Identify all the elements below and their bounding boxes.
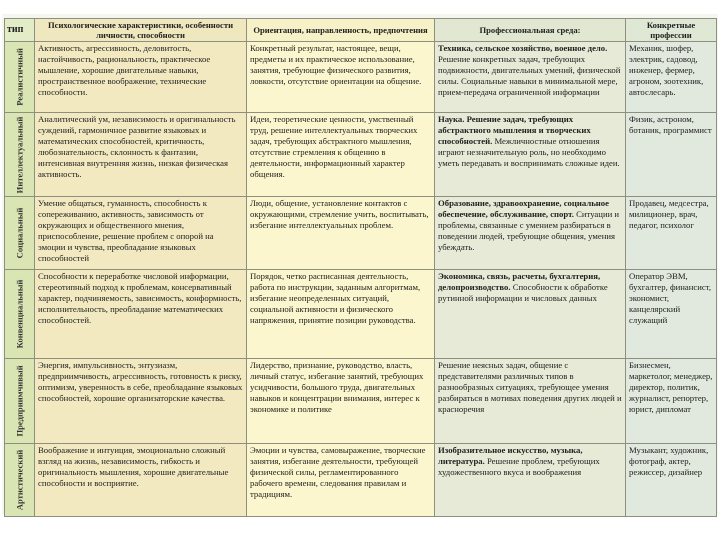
professions-cell: Механик, шофер, электрик, садовод, инженер, фермер, агроном, зоотехник, автослесарь.	[626, 42, 717, 113]
professions-cell: Физик, астроном, ботаник, программист	[626, 113, 717, 197]
professions-cell: Музыкант, художник, фотограф, актер, режиссер, дизайнер	[626, 444, 717, 517]
environment-bold: Техника, сельское хозяйство, военное дело.	[438, 43, 608, 53]
type-label: Конвенциальный	[13, 279, 24, 349]
environment-text: Решение проблем, требующих художественного вкуса и воображения	[438, 456, 600, 478]
type-cell	[5, 197, 35, 270]
column-header-type: тип	[5, 19, 35, 42]
type-label: Интеллектуальный	[13, 116, 24, 193]
environment-cell	[435, 444, 626, 517]
column-header-psych: Психологические характеристики, особенности личности, способности	[35, 19, 247, 42]
psych-cell: Энергия, импульсивность, энтузиазм, предприимчивость, агрессивность, готовность к риску, оптимизм, уверенность в себе, преобладание языковых способностей, хорошие организаторские качества.	[35, 359, 247, 444]
environment-text: Межличностные отношения играют незначительную роль, но необходимо уметь передавать и воспринимать сложные идеи.	[438, 136, 620, 169]
type-label: Социальный	[13, 207, 24, 259]
type-label: Предприимчивый	[13, 365, 24, 437]
orientation-cell: Конкретный результат, настоящее, вещи, предметы и их практическое использование, занятия, требующие физического развития, ловкости, отсутствие ориентации на общение.	[247, 42, 435, 113]
table-row	[5, 270, 717, 359]
profession-types-table	[4, 18, 717, 517]
environment-bold: Наука. Решение задач, требующих абстрактного мышления и творческих способностей.	[438, 114, 591, 147]
type-cell	[5, 444, 35, 517]
orientation-cell: Лидерство, признание, руководство, власть, личный статус, избегание занятий, требующих усидчивости, большого труда, двигательных навыков и концентрации внимания, интерес к экономике и политике	[247, 359, 435, 444]
environment-cell	[435, 197, 626, 270]
column-header-orientation: Ориентация, направленность, предпочтения	[247, 19, 435, 42]
psych-cell: Умение общаться, гуманность, способность к сопереживанию, активность, зависимость от окружающих и общественного мнения, приспособление, решение проблем с опорой на эмоции и чувства, преобладание языковых способностей	[35, 197, 247, 270]
environment-bold: Образование, здравоохранение, социальное обеспечение, обслуживание, спорт.	[438, 198, 609, 220]
table-row	[5, 359, 717, 444]
table-header-row	[5, 19, 717, 42]
type-cell	[5, 270, 35, 359]
table-row	[5, 113, 717, 197]
table-row	[5, 42, 717, 113]
column-header-professions: Конкретные профессии	[626, 19, 717, 42]
environment-bold: Экономика, связь, расчеты, бухгалтерия, делопроизводство.	[438, 271, 601, 293]
type-cell	[5, 42, 35, 113]
environment-text: Ситуации и проблемы, связанные с умением разбираться в поведении людей, требующие общения, умения убеждать.	[438, 209, 620, 253]
psych-cell: Способности к переработке числовой информации, стереотипный подход к проблемам, консервативный характер, подчиняемость, зависимость, конформность, исполнительность, преобладание математических способностей.	[35, 270, 247, 359]
professions-cell: Бизнесмен, маркетолог, менеджер, директор, политик, журналист, репортер, юрист, дипломат	[626, 359, 717, 444]
type-cell	[5, 359, 35, 444]
psych-cell: Воображение и интуиция, эмоционально сложный взгляд на жизнь, независимость, гибкость и оригинальность мышления, хорошие двигательные способности и восприятие.	[35, 444, 247, 517]
environment-cell	[435, 42, 626, 113]
environment-cell	[435, 359, 626, 444]
professions-cell: Продавец, медсестра, милиционер, врач, педагог, психолог	[626, 197, 717, 270]
environment-text: Способности к обработке рутинной информации и числовых данных	[438, 282, 608, 304]
environment-cell	[435, 270, 626, 359]
column-header-environment: Профессиональная среда:	[435, 19, 626, 42]
environment-text: Решение неясных задач, общение с представителями различных типов в разнообразных ситуациях, требующее умения разбираться в мотивах поведения других людей и красноречия	[438, 360, 622, 415]
table-row	[5, 444, 717, 517]
psych-cell: Аналитический ум, независимость и оригинальность суждений, гармоничное развитие языковых и математических способностей, критичность, любознательность, склонность к фантазии, интенсивная внутренняя жизнь, низкая физическая активность.	[35, 113, 247, 197]
table-row	[5, 197, 717, 270]
environment-text: Решение конкретных задач, требующих подвижности, двигательных умений, физической силы. Социальные навыки в минимальной мере, прием-передача ограниченной информации	[438, 54, 621, 98]
orientation-cell: Эмоции и чувства, самовыражение, творческие занятия, избегание деятельности, требующей физической силы, регламентированного рабочего времени, следования правилам и традициям.	[247, 444, 435, 517]
type-cell	[5, 113, 35, 197]
environment-bold: Изобразительное искусство, музыка, литература.	[438, 445, 583, 467]
orientation-cell: Порядок, четко расписанная деятельность, работа по инструкции, заданным алгоритмам, избегание неопределенных ситуаций, социальной активности и физического напряжения, принятие позиции руководства.	[247, 270, 435, 359]
environment-cell	[435, 113, 626, 197]
professions-cell: Оператор ЭВМ, бухгалтер, финансист, экономист, канцелярский служащий	[626, 270, 717, 359]
psych-cell: Активность, агрессивность, деловитость, настойчивость, рациональность, практическое мышление, хорошие двигательные навыки, пространственное воображение, технические способности.	[35, 42, 247, 113]
orientation-cell: Идеи, теоретические ценности, умственный труд, решение интеллектуальных творческих задач, требующих абстрактного мышления, отсутствие стремления к общению в деятельности, информационный характер общения.	[247, 113, 435, 197]
type-label: Артистический	[13, 449, 24, 511]
type-label: Реалистичный	[13, 48, 24, 106]
orientation-cell: Люди, общение, установление контактов с окружающими, стремление учить, воспитывать, избегание интеллектуальных проблем.	[247, 197, 435, 270]
